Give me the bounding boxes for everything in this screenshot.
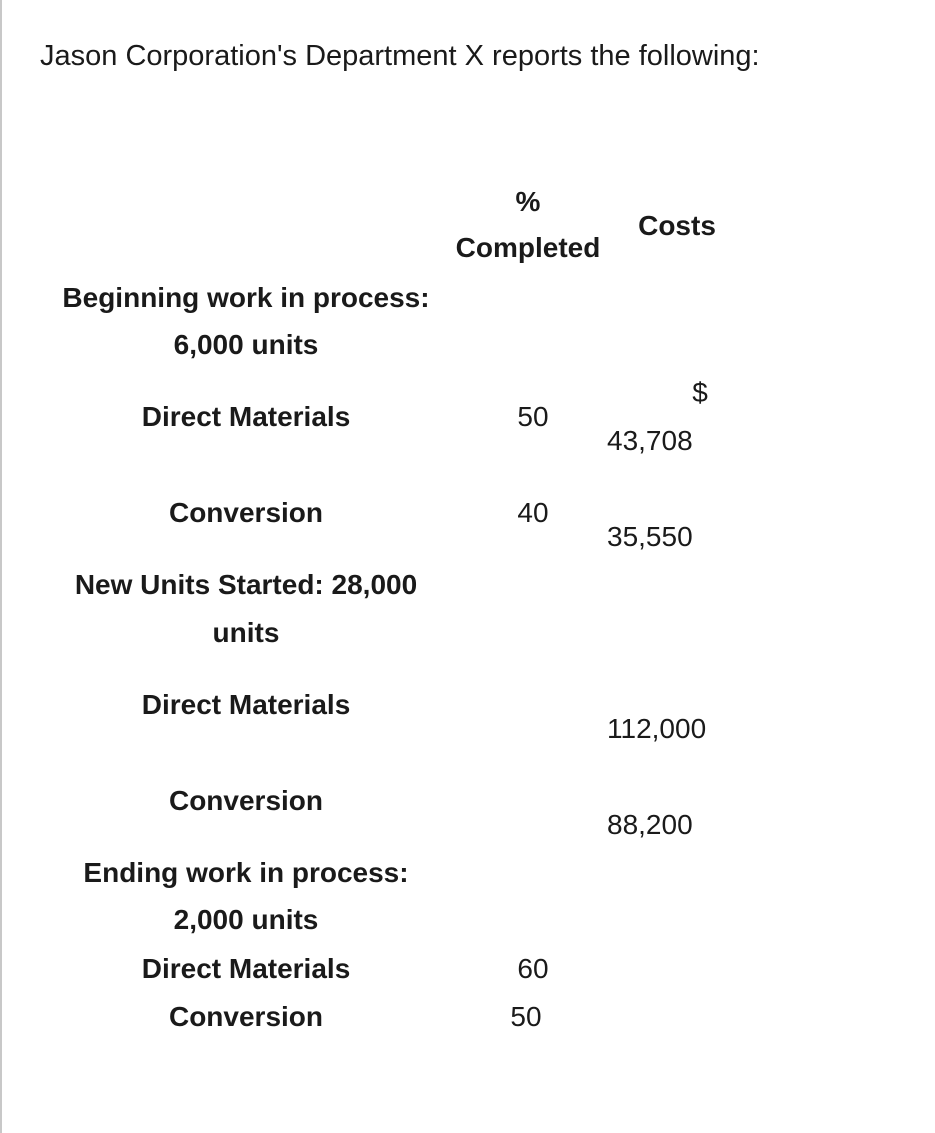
- ending-direct-materials-label: Direct Materials: [141, 953, 351, 984]
- new-units-label-cont: units: [212, 617, 280, 648]
- beginning-conversion-cost: 35,550: [607, 521, 693, 552]
- currency-symbol: $: [692, 377, 708, 408]
- beginning-wip-units: 6,000 units: [173, 329, 319, 360]
- ending-conversion-percent: 50: [510, 1001, 542, 1032]
- costs-header: Costs: [638, 210, 716, 241]
- page-heading: Jason Corporation's Department X reports the following:: [40, 40, 760, 72]
- completed-header: Completed: [455, 232, 601, 263]
- ending-wip-units: 2,000 units: [173, 904, 319, 935]
- percent-header-symbol: %: [515, 186, 541, 217]
- new-conversion-cost: 88,200: [607, 809, 693, 840]
- beginning-conversion-percent: 40: [517, 497, 549, 528]
- new-direct-materials-cost: 112,000: [607, 713, 707, 744]
- ending-direct-materials-percent: 60: [517, 953, 549, 984]
- ending-conversion-label: Conversion: [168, 1001, 324, 1032]
- beginning-direct-materials-percent: 50: [517, 401, 549, 432]
- new-conversion-label: Conversion: [168, 785, 324, 816]
- new-units-label: New Units Started: 28,000: [74, 569, 418, 600]
- new-direct-materials-label: Direct Materials: [141, 689, 351, 720]
- beginning-direct-materials-label: Direct Materials: [141, 401, 351, 432]
- beginning-direct-materials-cost: 43,708: [607, 425, 693, 456]
- beginning-conversion-label: Conversion: [168, 497, 324, 528]
- beginning-wip-label: Beginning work in process:: [62, 282, 430, 313]
- page-left-border: [0, 0, 2, 1133]
- ending-wip-label: Ending work in process:: [83, 857, 409, 888]
